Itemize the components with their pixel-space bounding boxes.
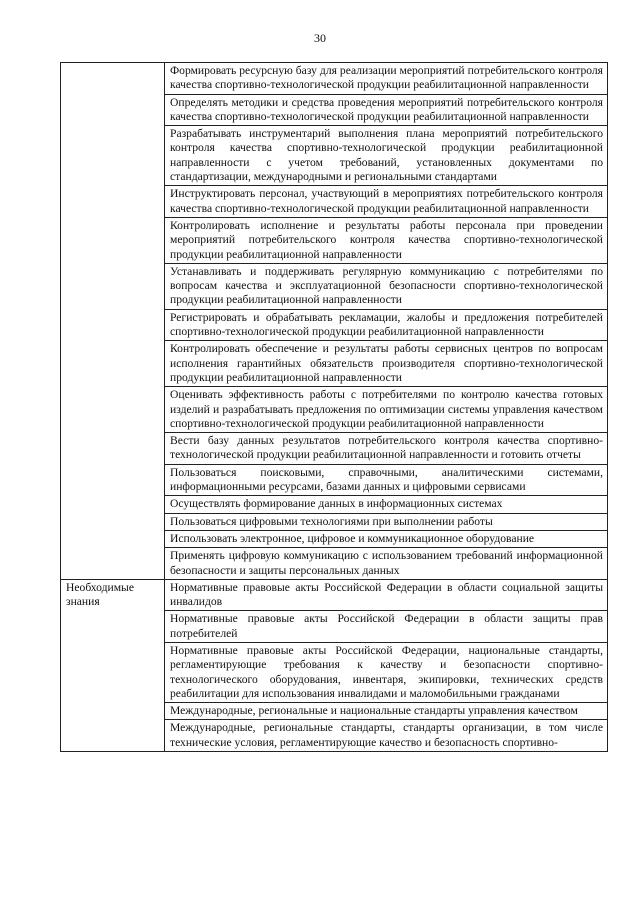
- table-row: [61, 63, 608, 95]
- knowledge-item: Нормативные правовые акты Российской Федерации в области социальной защиты инвалидов: [165, 579, 608, 611]
- competency-table: [60, 62, 608, 752]
- skills-item: Формировать ресурсную базу для реализации мероприятий потребительского контроля качества спортивно-технологической продукции реабилитационной направленности: [165, 63, 608, 95]
- knowledge-item: Международные, региональные и национальные стандарты управления качеством: [165, 703, 608, 720]
- skills-item: Контролировать обеспечение и результаты работы сервисных центров по вопросам исполнения гарантийных обязательств производителя спортивно-технологической продукции реабилитационной направленности: [165, 341, 608, 387]
- knowledge-item: Международные, региональные стандарты, стандарты организации, в том числе технические условия, регламентирующие качество и безопасность спортивно-: [165, 720, 608, 752]
- skills-item: Определять методики и средства проведения мероприятий потребительского контроля качества спортивно-технологической продукции реабилитационной направленности: [165, 94, 608, 126]
- skills-item: Осуществлять формирование данных в информационных системах: [165, 496, 608, 513]
- skills-item: Регистрировать и обрабатывать рекламации, жалобы и предложения потребителей спортивно-технологической продукции реабилитационной направленности: [165, 309, 608, 341]
- skills-item: Оценивать эффективность работы с потребителями по контролю качества готовых изделий и разрабатывать предложения по оптимизации системы управления качеством спортивно-технологической продукции реабилитационной направленности: [165, 387, 608, 433]
- table-body: [61, 63, 608, 752]
- skills-item: Применять цифровую коммуникацию с использованием требований информационной безопасности и защиты персональных данных: [165, 548, 608, 580]
- skills-item: Вести базу данных результатов потребительского контроля качества спортивно-технологической продукции реабилитационной направленности и готовить отчеты: [165, 433, 608, 465]
- knowledge-label: Необходимые знания: [61, 579, 165, 751]
- skills-item: Разрабатывать инструментарий выполнения плана мероприятий потребительского контроля качества спортивно-технологической продукции реабилитационной направленности с учетом требований, установленных документами по стандартизации, международными и региональными стандартами: [165, 126, 608, 186]
- skills-item: Пользоваться цифровыми технологиями при выполнении работы: [165, 513, 608, 530]
- skills-item: Пользоваться поисковыми, справочными, аналитическими системами, информационными ресурсами, базами данных и цифровыми сервисами: [165, 464, 608, 496]
- table-row: [61, 579, 608, 611]
- skills-item: Использовать электронное, цифровое и коммуникационное оборудование: [165, 530, 608, 547]
- skills-item: Инструктировать персонал, участвующий в мероприятиях потребительского контроля качества спортивно-технологической продукции реабилитационной направленности: [165, 186, 608, 218]
- knowledge-item: Нормативные правовые акты Российской Федерации, национальные стандарты, регламентирующие требования к качеству и безопасности спортивно-технологического оборудования, инвентаря, экипировки, технических средств реабилитации для использования инвалидами и маломобильными гражданами: [165, 642, 608, 702]
- skills-item: Контролировать исполнение и результаты работы персонала при проведении мероприятий потребительского контроля качества спортивно-технологической продукции реабилитационной направленности: [165, 217, 608, 263]
- skills-item: Устанавливать и поддерживать регулярную коммуникацию с потребителями по вопросам качества и эксплуатационной безопасности спортивно-технологической продукции реабилитационной направленности: [165, 263, 608, 309]
- knowledge-item: Нормативные правовые акты Российской Федерации в области защиты прав потребителей: [165, 611, 608, 643]
- skills-label: [61, 63, 165, 580]
- page-number: 30: [314, 31, 326, 45]
